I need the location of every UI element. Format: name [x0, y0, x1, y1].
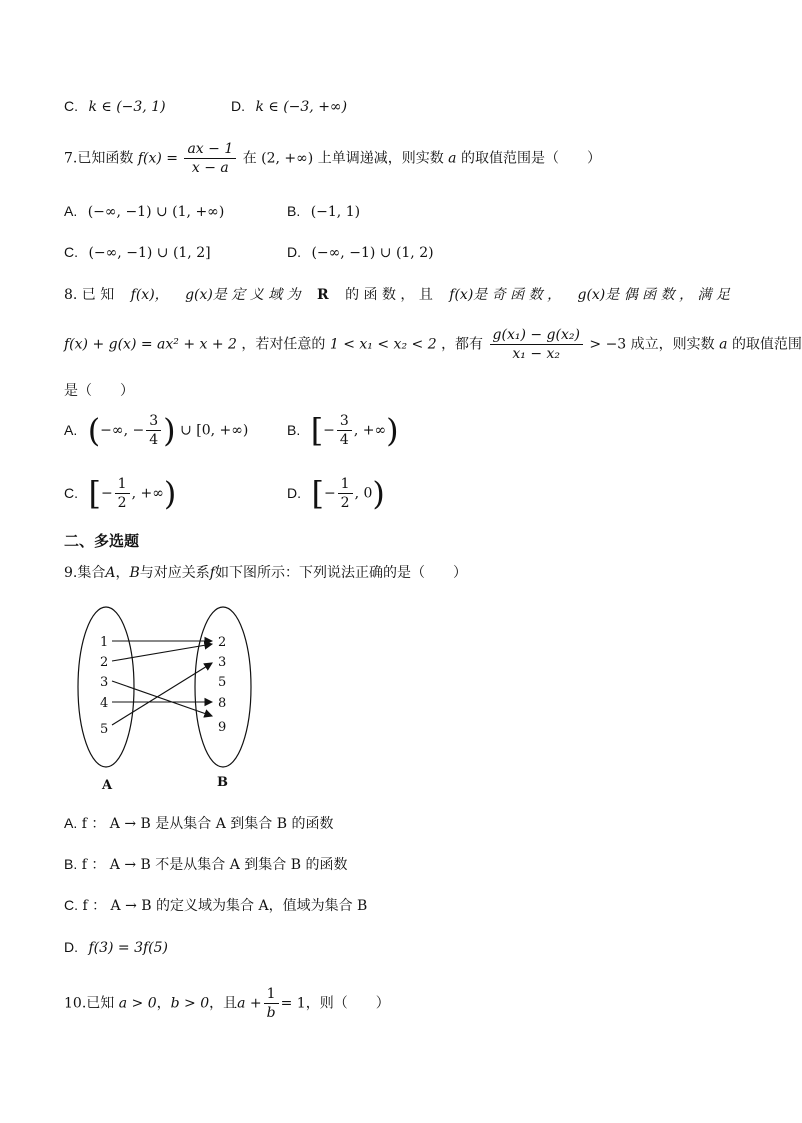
- option-label: D.: [287, 244, 301, 260]
- q7-interval: (2, +∞): [261, 150, 314, 167]
- q9-set-b: B: [129, 565, 140, 581]
- set-b-item: 2: [218, 635, 227, 650]
- option-text: f ： A → B 的定义域为集合 A，值域为集合 B: [82, 898, 368, 914]
- q9-text: 如下图所示：下列说法正确的是（ ）: [214, 565, 467, 581]
- fraction-numerator: 3: [146, 412, 161, 431]
- q8-even: g(x)是 偶 函 数 ， 满 足: [577, 287, 730, 303]
- q9-sep: ，: [115, 565, 130, 581]
- option-label: D.: [231, 98, 245, 114]
- q10-expr: a +: [237, 995, 262, 1012]
- q9-option-b: [64, 854, 347, 875]
- question-9-stem: [64, 563, 467, 583]
- q9-option-c: [64, 895, 367, 916]
- q7-mid: 在: [242, 150, 257, 167]
- q8-equation: f(x) + g(x) = ax² + x + 2: [64, 336, 237, 353]
- option-text: (−∞, −1) ∪ (1, 2]: [88, 245, 211, 261]
- q6-option-c: [64, 96, 166, 117]
- set-a-item: 1: [100, 635, 109, 650]
- option-fraction: [115, 475, 130, 512]
- fraction-numerator: 1: [115, 475, 130, 494]
- option-text: ∪ [0, +∞): [180, 422, 249, 439]
- q8-inequality: 1 < x₁ < x₂ < 2: [329, 336, 437, 353]
- option-text: f ： A → B 不是从集合 A 到集合 B 的函数: [81, 857, 348, 873]
- fraction-numerator: 3: [337, 412, 352, 431]
- q8-text: ，都有: [441, 336, 484, 353]
- q10-sep: ，且: [209, 995, 238, 1012]
- q8-option-d: D. [− $\frac{1}{2}$ , 0): [287, 474, 385, 513]
- q8-text: 的取值范围: [731, 336, 802, 353]
- question-8-line-2: [64, 326, 802, 363]
- set-b-item: 9: [218, 720, 227, 735]
- option-fraction: [338, 475, 353, 512]
- q7-fraction-denominator: x − a: [191, 160, 229, 176]
- set-b-item: 5: [218, 675, 227, 690]
- option-text: f ： A → B 是从集合 A 到集合 B 的函数: [81, 816, 334, 832]
- option-label: C.: [64, 244, 78, 260]
- option-label: D.: [287, 484, 301, 501]
- fraction-denominator: 4: [339, 432, 349, 448]
- option-text: , 0: [354, 485, 373, 502]
- fraction-numerator: 1: [338, 475, 353, 494]
- q10-fraction: [264, 985, 279, 1022]
- fraction-denominator: 2: [340, 495, 350, 511]
- q8-text: ，若对任意的: [241, 336, 326, 353]
- q6-option-d: [231, 96, 347, 117]
- q7-fx: f(x) =: [137, 150, 178, 167]
- option-label: B.: [64, 856, 78, 872]
- q8-fraction: [490, 326, 583, 363]
- q8-odd: f(x)是 奇 函 数 ，: [449, 287, 562, 303]
- question-10-stem: [64, 985, 390, 1022]
- set-b-item: 8: [218, 696, 227, 711]
- q10-cond-b: b > 0: [170, 995, 210, 1012]
- q9-option-a: [64, 813, 333, 834]
- q8-fx: f(x)，: [130, 287, 169, 303]
- option-text: f(3) = 3f(5): [88, 940, 169, 956]
- set-a-name: A: [102, 778, 113, 793]
- option-text: (−1, 1): [310, 204, 361, 220]
- q7-option-a: [64, 201, 224, 222]
- q9-text: 与对应关系: [139, 565, 210, 581]
- option-fraction: [146, 412, 161, 449]
- option-text: k ∈ (−3, +∞): [255, 99, 348, 115]
- option-label: A.: [64, 203, 78, 219]
- option-text: , +∞: [131, 485, 164, 502]
- q10-text: 10.已知: [64, 995, 115, 1012]
- q7-option-d: [287, 242, 434, 263]
- option-label: C.: [64, 484, 78, 501]
- q9-text: 9.集合: [64, 565, 106, 581]
- q8-option-c: C. [− $\frac{1}{2}$ , +∞): [64, 474, 177, 513]
- q7-option-b: [287, 201, 360, 222]
- q8-gx-def: g(x)是 定 义 域 为: [185, 287, 301, 303]
- option-label: A.: [64, 815, 78, 831]
- q8-fraction-numerator: g(x₁) − g(x₂): [490, 326, 583, 345]
- q7-option-c: [64, 242, 211, 263]
- q7-tail: 的取值范围是（ ）: [460, 150, 601, 167]
- set-a-item: 4: [100, 696, 109, 711]
- option-text: −∞, −: [100, 422, 145, 439]
- option-label: C.: [64, 897, 78, 913]
- fraction-denominator: 2: [117, 495, 127, 511]
- option-fraction: [337, 412, 352, 449]
- q8-var: a: [719, 336, 728, 353]
- q10-text: ，则（ ）: [305, 995, 390, 1012]
- q8-text: 8. 已 知: [64, 287, 115, 303]
- option-label: A.: [64, 421, 78, 438]
- q10-cond-a: a > 0: [118, 995, 157, 1012]
- q8-text: 的 函 数 ， 且: [345, 287, 433, 303]
- option-label: B.: [287, 203, 301, 219]
- option-label: B.: [287, 421, 301, 438]
- option-text: k ∈ (−3, 1): [88, 99, 166, 115]
- option-text: −: [323, 422, 335, 439]
- q7-var: a: [448, 150, 457, 167]
- mapping-arrow: [112, 681, 212, 716]
- option-text: (−∞, −1) ∪ (1, 2): [311, 245, 434, 261]
- option-text: (−∞, −1) ∪ (1, +∞): [87, 204, 225, 220]
- q9-option-d: [64, 937, 168, 958]
- q9-f: f: [209, 565, 215, 581]
- set-a-item: 2: [100, 655, 109, 670]
- question-8-line-3: 是（ ）: [64, 383, 134, 399]
- fraction-denominator: 4: [149, 432, 159, 448]
- mapping-diagram: [70, 600, 270, 800]
- q8-real-set: R: [317, 287, 329, 303]
- question-7-stem: [64, 140, 601, 177]
- q10-sep: ，: [156, 995, 171, 1012]
- q8-option-a: A. (−∞, − $\frac{3}{4}$ ) ∪ [0, +∞): [64, 411, 249, 450]
- set-b-item: 3: [218, 655, 227, 670]
- q10-expr: = 1: [280, 995, 306, 1012]
- option-text: −: [100, 485, 113, 502]
- set-a-item: 5: [100, 722, 109, 737]
- fraction-numerator: 1: [264, 985, 279, 1004]
- set-b-name: B: [217, 775, 228, 790]
- q9-set-a: A: [105, 565, 116, 581]
- q8-text: 成立，则实数: [630, 336, 715, 353]
- q7-suffix: 上单调递减，则实数: [317, 150, 444, 167]
- q7-fraction: [184, 140, 236, 177]
- q7-fraction-numerator: ax − 1: [184, 140, 236, 159]
- q7-prefix: 7.已知函数: [64, 150, 134, 167]
- option-text: , +∞: [353, 422, 387, 439]
- option-label: D.: [64, 939, 78, 955]
- option-label: C.: [64, 98, 78, 114]
- section-heading-multiple-choice: 二、多选题: [64, 533, 140, 550]
- fraction-denominator: b: [266, 1005, 276, 1021]
- option-text: −: [323, 485, 336, 502]
- q8-option-b: B. [− $\frac{3}{4}$ , +∞): [287, 411, 399, 450]
- question-8-line-1: [64, 285, 730, 305]
- q8-bound: > −3: [589, 336, 627, 353]
- set-a-item: 3: [100, 675, 109, 690]
- q8-fraction-denominator: x₁ − x₂: [512, 346, 561, 362]
